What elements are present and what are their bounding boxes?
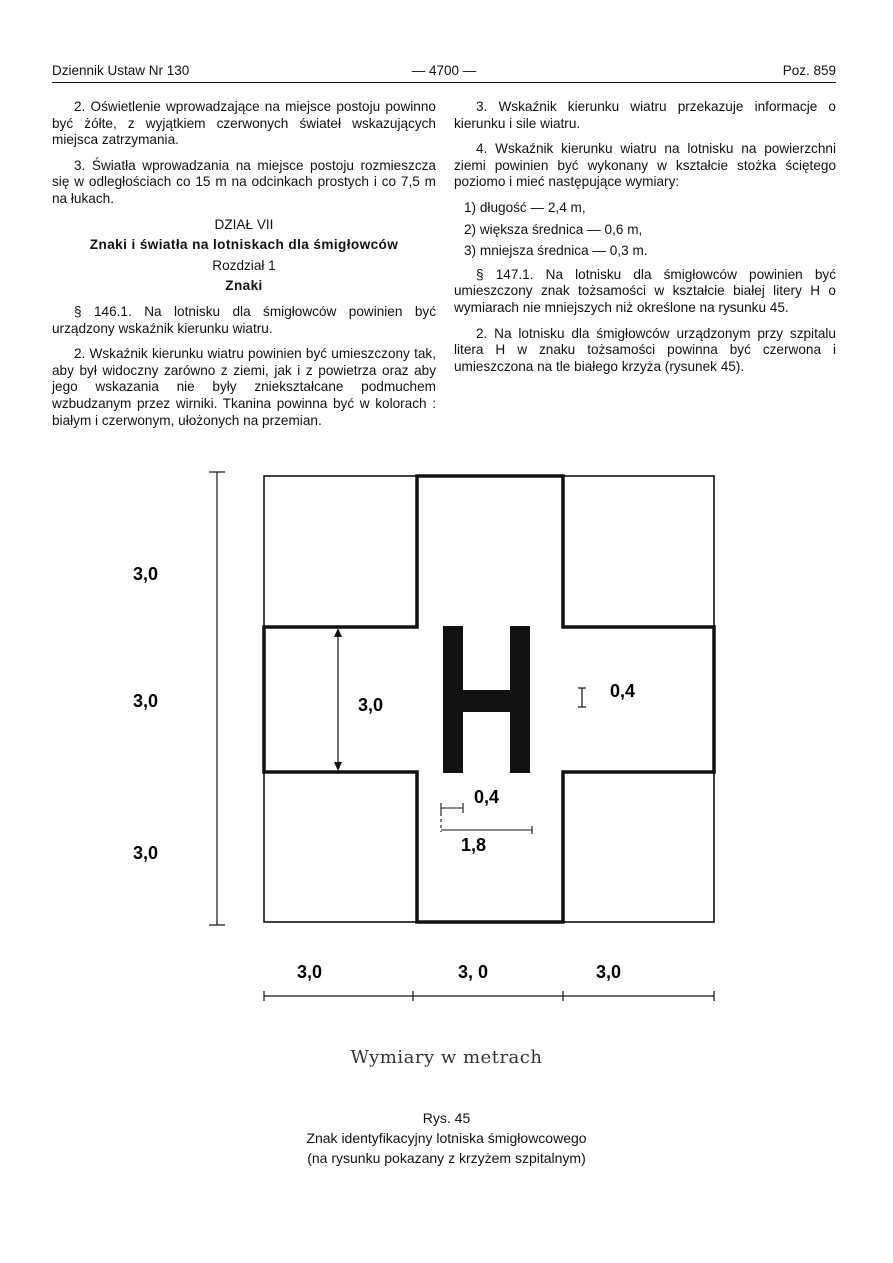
paragraph-lighting-spacing: 3. Światła wprowadzania na miejsce postoju rozmieszcza się w odległościach co 15 m na odcinkach prostych i co 7,5 m na łukach.	[52, 157, 436, 206]
paragraph-147-2: 2. Na lotnisku dla śmigłowców urządzonym przy szpitalu litera H w znaku tożsamości powinna być czerwona i umieszczona na tle białego krzyża (rysunek 45).	[454, 325, 836, 374]
left-column	[52, 99, 436, 438]
right-column	[454, 99, 836, 384]
journal-title: Dziennik Ustaw Nr 130	[52, 63, 190, 78]
paragraph-146-4: 4. Wskaźnik kierunku wiatru na lotnisku na powierzchni ziemi powinien być wykonany w kształcie stożka ściętego poziomo i mieć następujące wymiary:	[454, 141, 836, 190]
bottom-dimension-line	[264, 991, 714, 1001]
position-number: Poz. 859	[782, 63, 836, 78]
units-note: Wymiary w metrach	[350, 1047, 543, 1068]
bottom-dim-label: 3,0	[596, 962, 622, 982]
section-title: Znaki i światła na lotniskach dla śmigłowców	[89, 237, 399, 253]
left-dim-label: 3,0	[133, 691, 159, 711]
figure-note: (na rysunku pokazany z krzyżem szpitalnym)	[307, 1150, 586, 1166]
left-dimension-line	[209, 472, 225, 925]
letter-h	[443, 626, 530, 773]
inner-height-arrow	[334, 628, 342, 771]
paragraph-146-2: 2. Wskaźnik kierunku wiatru powinien być umieszczony tak, aby był widoczny zarówno z ziemi, jak i z powietrza oraz aby jego wskazania nie były zniekształcane podmuchem wzbudzanym przez wirniki. Tkanina powinna być w kolorach : białym i czerwonym, ułożonych na przemian.	[52, 346, 436, 428]
left-dim-label: 3,0	[133, 564, 159, 584]
inner-height-label: 3,0	[358, 695, 384, 715]
figure-number: Rys. 45	[422, 1110, 471, 1126]
stroke-width-marker	[578, 688, 586, 707]
section-heading: DZIAŁ VII	[214, 216, 274, 232]
chapter-heading: Rozdział 1	[212, 257, 276, 273]
left-dim-label: 3,0	[133, 843, 159, 863]
helipad-diagram	[0, 460, 893, 1020]
bottom-dim-label: 3,0	[297, 962, 323, 982]
letter-stroke-dimension	[441, 803, 463, 832]
letter-stroke-label: 0,4	[474, 787, 500, 807]
paragraph-146-3: 3. Wskaźnik kierunku wiatru przekazuje informacje o kierunku i sile wiatru.	[454, 99, 836, 131]
stroke-width-label: 0,4	[610, 681, 636, 701]
chapter-title: Znaki	[225, 278, 263, 294]
list-item: 1) długość — 2,4 m,	[464, 199, 586, 215]
paragraph-146-1: § 146.1. Na lotnisku dla śmigłowców powinien być urządzony wskaźnik kierunku wiatru.	[52, 303, 436, 336]
list-item: 3) mniejsza średnica — 0,3 m.	[464, 243, 648, 259]
figure-title: Znak identyfikacyjny lotniska śmigłowcowego	[306, 1130, 587, 1146]
letter-width-dimension	[441, 826, 532, 834]
page-number: — 4700 —	[411, 63, 477, 78]
dimension-list	[454, 200, 836, 260]
bottom-dim-label: 3, 0	[458, 962, 489, 982]
page-header	[52, 62, 836, 83]
letter-width-label: 1,8	[461, 835, 487, 855]
figure-caption	[0, 1108, 893, 1168]
paragraph-lighting-color: 2. Oświetlenie wprowadzające na miejsce postoju powinno być żółte, z wyjątkiem czerwonych świateł wskazujących miejsca zatrzymania.	[52, 99, 436, 148]
list-item: 2) większa średnica — 0,6 m,	[464, 221, 643, 237]
paragraph-147-1: § 147.1. Na lotnisku dla śmigłowców powinien być umieszczony znak tożsamości w kształcie białej litery H o wymiarach nie mniejszych niż określone na rysunku 45.	[454, 266, 836, 315]
